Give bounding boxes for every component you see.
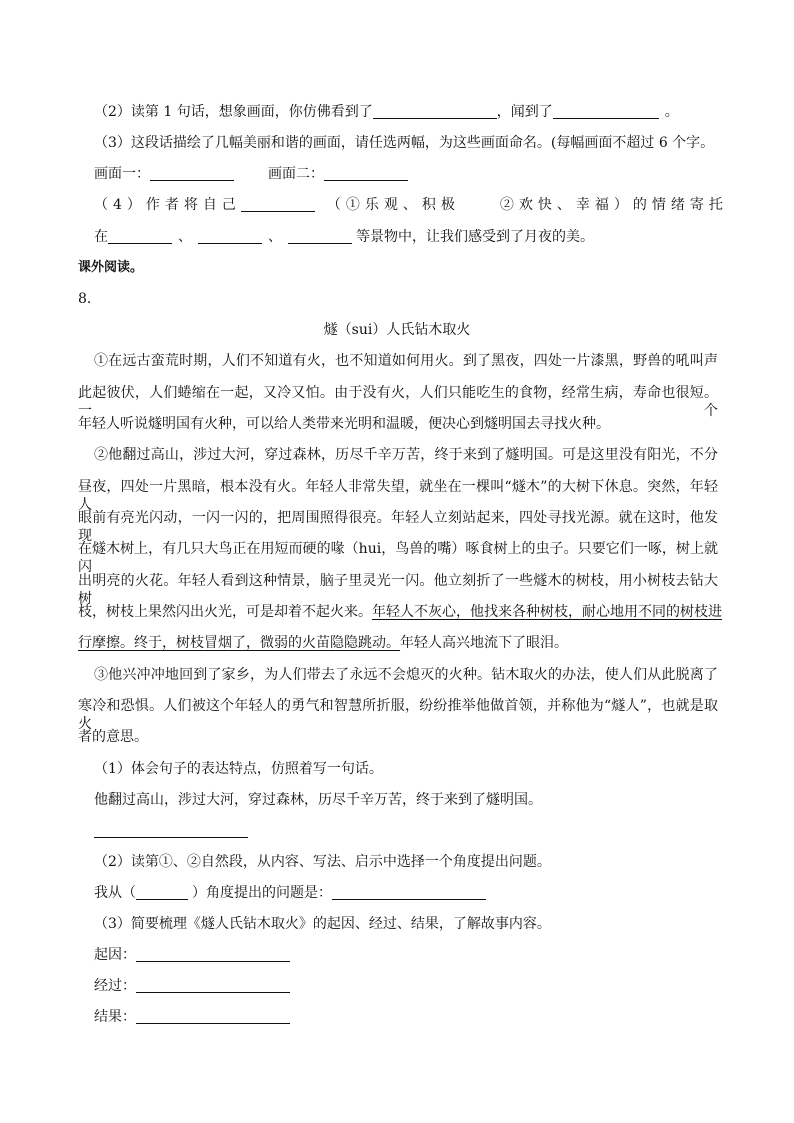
cause-label: 起因： [94, 947, 136, 963]
answer-blank-result[interactable] [136, 1009, 290, 1024]
question-4-text-a: （4）作者将自己 [94, 197, 241, 213]
picture-one-label: 画面一： [94, 166, 150, 182]
question-2-end: 。 [664, 104, 679, 120]
result-row [94, 1008, 290, 1026]
story-title: 燧（sui）人氏钻木取火 [323, 322, 471, 338]
picture-two-label: 画面二： [268, 166, 324, 182]
answer-blank-picture-two[interactable] [324, 166, 408, 181]
question-4-line-2 [94, 228, 594, 246]
paragraph-2-line-3: 眼前有亮光闪动，一闪一闪的，把周围照得很亮。年轻人立刻站起来，四处寻找光源。就在这时，他发现 [78, 510, 718, 544]
answer-blank-choice[interactable] [241, 197, 315, 212]
separator-2: 、 [268, 229, 282, 245]
paragraph-2-line-1: ②他翻过高山，涉过大河，穿过森林，历尽千辛万苦，终于来到了燧明国。可是这里没有阳光，不分 [94, 447, 718, 463]
section-title: 课外阅读。 [78, 260, 144, 275]
question-2 [94, 103, 679, 121]
underlined-sentence-part-2: 行摩擦。终于，树枝冒烟了，微弱的火苗隐隐跳动。 [78, 635, 400, 651]
answer-blank-cause[interactable] [136, 947, 290, 962]
question-4-option-1: ①乐观、积极 [345, 197, 460, 213]
answer-blank-question[interactable] [332, 885, 486, 900]
answer-blank-picture-one[interactable] [150, 166, 234, 181]
answer-blank-scenery-2[interactable] [198, 229, 262, 244]
paragraph-1-line-1: ①在远古蛮荒时期，人们不知道有火，也不知道如何用火。到了黑夜，四处一片漆黑，野兽的吼叫声 [94, 353, 718, 369]
question-4-paren: （ [326, 197, 346, 213]
answer-blank-smelled[interactable] [553, 104, 659, 119]
paragraph-2-line-5: 出明亮的火花。年轻人看到这种情景，脑子里灵光一闪。他立刻折了一些燧木的树枝，用小树枝去钻大树 [78, 573, 718, 607]
question-2-mid: ，闻到了 [496, 104, 553, 120]
question-4-option-2: ②欢快、幸福）的情绪寄托 [499, 197, 728, 213]
question-4-line-1 [94, 196, 728, 214]
paragraph-2-line-6-plain: 枝，树枝上果然闪出火光，可是却着不起火来。 [78, 604, 372, 620]
sub-question-3: （3）简要梳理《燧人氏钻木取火》的起因、经过、结果，了解故事内容。 [94, 916, 551, 932]
question-3-answers [94, 165, 408, 183]
answer-blank-angle[interactable] [136, 885, 188, 900]
question-number: 8． [78, 291, 101, 307]
sub-question-1: （1）体会句子的表达特点，仿照着写一句话。 [94, 761, 383, 777]
paragraph-3-line-2: 寒冷和恐惧。人们被这个年轻人的勇气和智慧所折服，纷纷推举他做首领，并称他为“燧人”，也就是取火 [78, 698, 718, 732]
sub-question-2-answer-a: 我从（ [94, 885, 136, 901]
sub-question-2-answer [94, 884, 486, 902]
sub-question-2: （2）读第①、②自然段，从内容、写法、启示中选择一个角度提出问题。 [94, 854, 551, 870]
sub-question-1-example: 他翻过高山，涉过大河，穿过森林，历尽千辛万苦，终于来到了燧明国。 [94, 792, 542, 808]
paragraph-2-line-6 [78, 603, 722, 621]
paragraph-1-line-3: 年轻人听说燧明国有火种，可以给人类带来光明和温暖，便决心到燧明国去寻找火种。 [78, 416, 610, 432]
paragraph-3-line-3: 者的意思。 [78, 729, 148, 745]
question-2-prefix: （2）读第 1 句话，想象画面，你仿佛看到了 [94, 104, 373, 120]
process-row [94, 977, 290, 995]
underlined-sentence-part-1: 年轻人不灰心，他找来各种树枝，耐心地用不同的树枝进 [372, 604, 722, 620]
process-label: 经过： [94, 978, 136, 994]
paragraph-3-line-1: ③他兴冲冲地回到了家乡，为人们带去了永远不会熄灭的火种。钻木取火的办法，使人们从此脱离了 [94, 667, 718, 683]
paragraph-1-line-2: 此起彼伏，人们蜷缩在一起，又冷又怕。由于没有火，人们只能吃生的食物，经常生病，寿命也很短。一个 [78, 385, 718, 419]
question-4-zai: 在 [94, 229, 108, 245]
answer-blank-imitation[interactable] [94, 823, 248, 838]
paragraph-2-line-7 [78, 634, 568, 652]
cause-row [94, 946, 290, 964]
answer-blank-saw[interactable] [373, 104, 497, 119]
paragraph-2-line-4: 在燧木树上，有几只大鸟正在用短而硬的喙（hui，鸟兽的嘴）啄食树上的虫子。只要它们一啄，树上就闪 [78, 541, 718, 575]
separator-1: 、 [178, 229, 192, 245]
answer-blank-process[interactable] [136, 978, 290, 993]
sub-question-1-answer [94, 822, 248, 840]
paragraph-2-line-2: 昼夜，四处一片黑暗，根本没有火。年轻人非常失望，就坐在一棵叫“燧木”的大树下休息。突然，年轻人 [78, 479, 718, 513]
question-3: （3）这段话描绘了几幅美丽和谐的画面，请任选两幅，为这些画面命名。(每幅画面不超过 6 个字。 [94, 135, 715, 151]
paragraph-2-line-7-plain: 年轻人高兴地流下了眼泪。 [400, 635, 568, 651]
sub-question-2-answer-b: ）角度提出的问题是： [192, 885, 332, 901]
answer-blank-scenery-1[interactable] [108, 229, 172, 244]
question-4-end: 等景物中，让我们感受到了月夜的美。 [356, 229, 594, 245]
result-label: 结果： [94, 1009, 136, 1025]
answer-blank-scenery-3[interactable] [288, 229, 352, 244]
